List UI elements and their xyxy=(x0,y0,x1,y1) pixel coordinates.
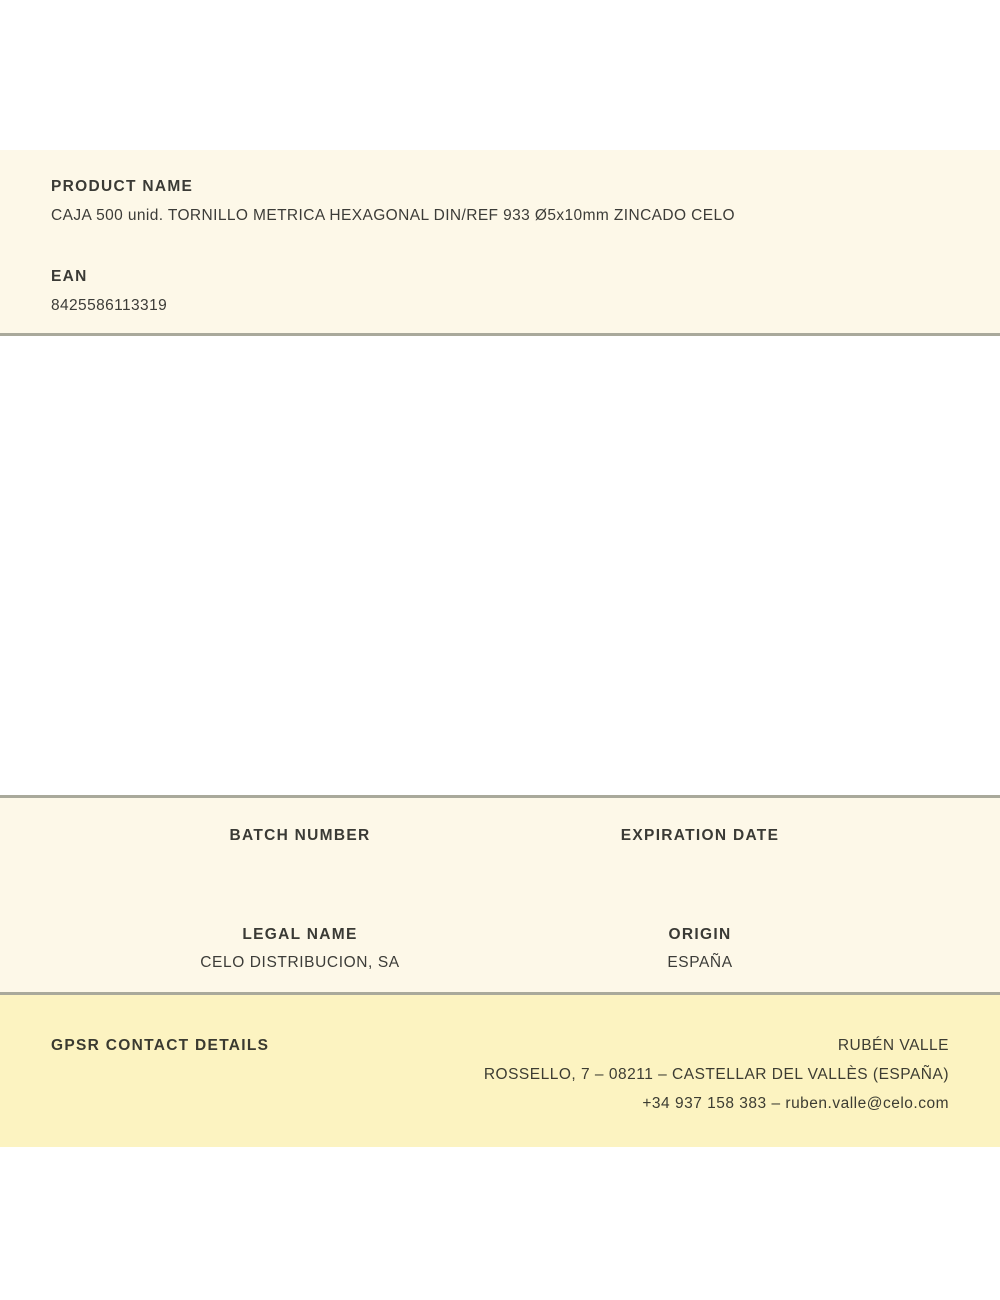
expiration-date-label: EXPIRATION DATE xyxy=(620,827,780,844)
product-name-label: PRODUCT NAME xyxy=(51,178,194,195)
ean-value: 8425586113319 xyxy=(51,297,168,314)
gpsr-contact-name: RUBÉN VALLE xyxy=(837,1037,949,1054)
gpsr-contact-label: GPSR CONTACT DETAILS xyxy=(51,1037,270,1054)
origin-field xyxy=(500,925,900,972)
gpsr-contact-phone-email: +34 937 158 383 – ruben.valle@celo.com xyxy=(642,1095,949,1112)
legal-name-label: LEGAL NAME xyxy=(242,926,358,943)
legal-name-field xyxy=(100,925,500,972)
origin-value: ESPAÑA xyxy=(667,954,733,971)
product-info-panel xyxy=(0,150,1000,336)
batch-number-label: BATCH NUMBER xyxy=(229,827,371,844)
product-name-field xyxy=(51,177,949,225)
legal-origin-row xyxy=(100,925,900,972)
ean-label: EAN xyxy=(51,268,88,285)
gpsr-contact-block xyxy=(484,1031,949,1118)
ean-field xyxy=(51,267,949,315)
batch-expiration-row xyxy=(100,826,900,854)
batch-number-field xyxy=(100,826,500,854)
expiration-date-field xyxy=(500,826,900,854)
legal-name-value: CELO DISTRIBUCION, SA xyxy=(200,954,400,971)
gpsr-contact-panel xyxy=(0,992,1000,1147)
batch-origin-panel xyxy=(0,795,1000,992)
origin-label: ORIGIN xyxy=(668,926,732,943)
gpsr-contact-address: ROSSELLO, 7 – 08211 – CASTELLAR DEL VALLÈS (ESPAÑA) xyxy=(483,1066,949,1083)
product-name-value: CAJA 500 unid. TORNILLO METRICA HEXAGONAL DIN/REF 933 Ø5x10mm ZINCADO CELO xyxy=(51,207,735,224)
